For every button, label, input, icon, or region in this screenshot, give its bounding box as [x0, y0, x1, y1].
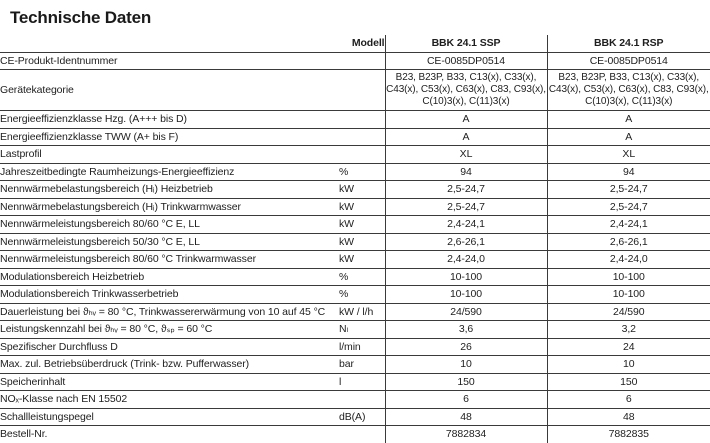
row-label: Modulationsbereich Trinkwasserbetrieb: [0, 286, 339, 304]
cell-rsp: 24: [547, 338, 710, 356]
row-label: Gerätekategorie: [0, 70, 339, 111]
cell-rsp: 94: [547, 163, 710, 181]
table-row: [0, 216, 710, 234]
row-label: NOₓ-Klasse nach EN 15502: [0, 391, 339, 409]
row-label: CE-Produkt-Identnummer: [0, 52, 339, 70]
cell-rsp: 6: [547, 391, 710, 409]
cell-rsp: 2,5-24,7: [547, 181, 710, 199]
cell-rsp: CE-0085DP0514: [547, 52, 710, 70]
table-row: [0, 233, 710, 251]
row-unit: %: [339, 268, 385, 286]
row-label: Bestell-Nr.: [0, 428, 48, 440]
table-row: [0, 373, 710, 391]
row-label: Nennwärmeleistungsbereich 50/30 °C E, LL: [0, 233, 339, 251]
table-row: [0, 251, 710, 269]
cell-ssp: A: [385, 111, 547, 129]
cell-ssp: 48: [385, 408, 547, 426]
table-row: [0, 338, 710, 356]
cell-ssp: 10: [385, 356, 547, 374]
cell-ssp: XL: [385, 146, 547, 164]
row-unit: [339, 426, 385, 443]
row-label: Energieeffizienzklasse Hzg. (A+++ bis D): [0, 111, 339, 129]
row-unit: kW: [339, 216, 385, 234]
cell-ssp: 94: [385, 163, 547, 181]
row-unit: %: [339, 286, 385, 304]
cell-rsp: 10: [547, 356, 710, 374]
page-title: Technische Daten: [10, 8, 152, 27]
cell-rsp: 24/590: [547, 303, 710, 321]
cell-ssp: 3,6: [385, 321, 547, 339]
row-unit: [339, 391, 385, 409]
table-row: [0, 408, 710, 426]
row-label: Spezifischer Durchfluss D: [0, 338, 339, 356]
row-unit: [339, 52, 385, 70]
table-row: [0, 426, 710, 443]
cell-ssp: A: [385, 128, 547, 146]
row-unit: kW: [339, 233, 385, 251]
cell-ssp: 2,5-24,7: [385, 181, 547, 199]
table-row: [0, 303, 710, 321]
row-label: Lastprofil: [0, 146, 339, 164]
cell-ssp: 24/590: [385, 303, 547, 321]
table-row: [0, 181, 710, 199]
cell-ssp: B23, B23P, B33, C13(x), C33(x), C43(x), C53(x), C63(x), C83, C93(x), C(10)3(x), C(11)3(x): [385, 70, 547, 111]
table-header-row: [0, 35, 710, 52]
cell-ssp: 2,6-26,1: [385, 233, 547, 251]
cell-ssp: 2,4-24,1: [385, 216, 547, 234]
cell-rsp: 10-100: [547, 286, 710, 304]
row-label: Modulationsbereich Heizbetrieb: [0, 268, 339, 286]
row-label: Jahreszeitbedingte Raumheizungs-Energieeffizienz: [0, 163, 339, 181]
cell-rsp: 2,4-24,0: [547, 251, 710, 269]
cell-ssp: 2,5-24,7: [385, 198, 547, 216]
row-unit: dB(A): [339, 408, 385, 426]
cell-rsp: 3,2: [547, 321, 710, 339]
cell-rsp: 2,4-24,1: [547, 216, 710, 234]
column-header-rsp: BBK 24.1 RSP: [547, 35, 710, 52]
cell-ssp: 6: [385, 391, 547, 409]
row-label: Energieeffizienzklasse TWW (A+ bis F): [0, 128, 339, 146]
row-unit: kW: [339, 181, 385, 199]
cell-ssp: 2,4-24,0: [385, 251, 547, 269]
cell-ssp: 150: [385, 373, 547, 391]
cell-rsp: A: [547, 111, 710, 129]
table-row: [0, 146, 710, 164]
table-row: [0, 321, 710, 339]
row-unit: l: [339, 373, 385, 391]
row-unit: Nₗ: [339, 321, 385, 339]
cell-rsp: 150: [547, 373, 710, 391]
row-label: Dauerleistung bei ϑₕᵥ = 80 °C, Trinkwassererwärmung von 10 auf 45 °C: [0, 303, 339, 321]
row-label: Schallleistungspegel: [0, 408, 339, 426]
cell-rsp: A: [547, 128, 710, 146]
table-row: [0, 52, 710, 70]
row-unit: [339, 128, 385, 146]
model-label: Modell: [0, 35, 385, 52]
cell-rsp: 2,5-24,7: [547, 198, 710, 216]
row-label: Nennwärmeleistungsbereich 80/60 °C Trinkwarmwasser: [0, 251, 339, 269]
table-row: [0, 163, 710, 181]
row-unit: [339, 111, 385, 129]
cell-rsp: 7882835: [547, 426, 710, 443]
row-unit: bar: [339, 356, 385, 374]
table-row: [0, 356, 710, 374]
row-label: Max. zul. Betriebsüberdruck (Trink- bzw. Pufferwasser): [0, 356, 339, 374]
table-row: [0, 111, 710, 129]
row-unit: %: [339, 163, 385, 181]
table-row: [0, 286, 710, 304]
cell-rsp: 2,6-26,1: [547, 233, 710, 251]
table-row: [0, 128, 710, 146]
row-unit: kW: [339, 251, 385, 269]
table-row: [0, 391, 710, 409]
row-unit: l/min: [339, 338, 385, 356]
cell-ssp: 10-100: [385, 268, 547, 286]
row-label: Nennwärmebelastungsbereich (Hᵢ) Trinkwarmwasser: [0, 198, 339, 216]
cell-rsp: 48: [547, 408, 710, 426]
row-label: Nennwärmebelastungsbereich (Hᵢ) Heizbetrieb: [0, 181, 339, 199]
cell-ssp: 10-100: [385, 286, 547, 304]
row-unit: [339, 70, 385, 111]
row-label: Speicherinhalt: [0, 373, 339, 391]
row-label: Leistungskennzahl bei ϑₕᵥ = 80 °C, ϑₛₚ = 60 °C: [0, 321, 339, 339]
table-row: [0, 70, 710, 111]
cell-ssp: 26: [385, 338, 547, 356]
cell-rsp: 10-100: [547, 268, 710, 286]
table-row: [0, 198, 710, 216]
table-row: [0, 268, 710, 286]
row-label: Nennwärmeleistungsbereich 80/60 °C E, LL: [0, 216, 339, 234]
row-unit: kW: [339, 198, 385, 216]
cell-ssp: CE-0085DP0514: [385, 52, 547, 70]
cell-rsp: XL: [547, 146, 710, 164]
technical-data-table: [0, 35, 710, 443]
row-unit: kW / l/h: [339, 303, 385, 321]
column-header-ssp: BBK 24.1 SSP: [385, 35, 547, 52]
row-unit: [339, 146, 385, 164]
cell-ssp: 7882834: [385, 426, 547, 443]
cell-rsp: B23, B23P, B33, C13(x), C33(x), C43(x), C53(x), C63(x), C83, C93(x), C(10)3(x), C(11)3(x): [547, 70, 710, 111]
